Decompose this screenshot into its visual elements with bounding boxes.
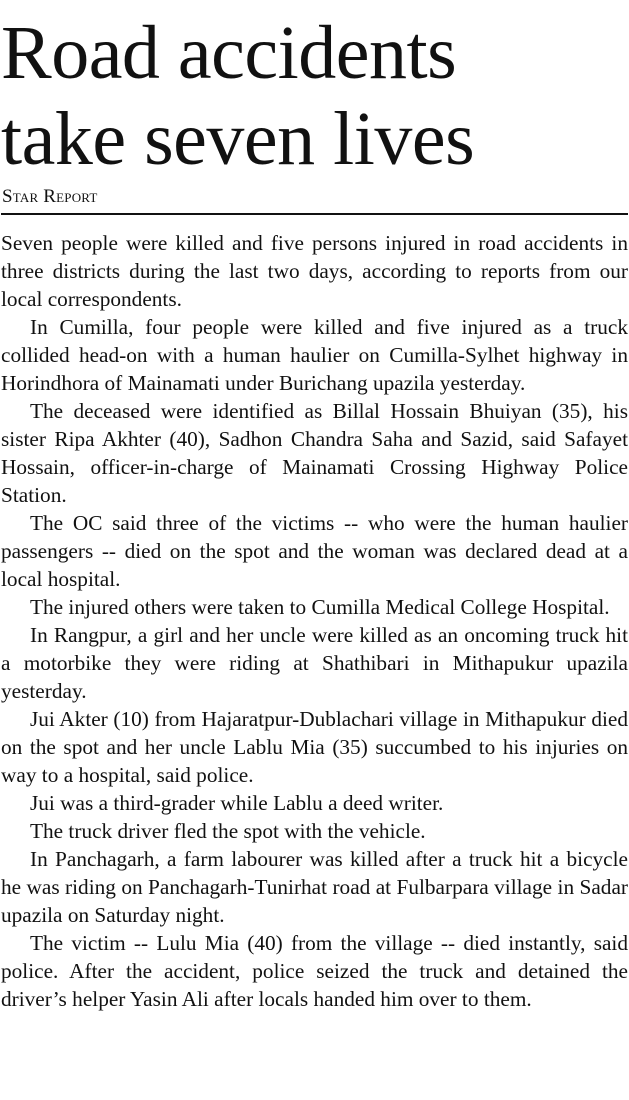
headline	[1, 0, 628, 182]
paragraph-2: In Cumilla, four people were killed and five injured as a truck collided head-on with a human haulier on Cumilla-Sylhet highway in Horindhora of Mainamati under Burichang upazila yesterday.	[1, 315, 628, 395]
paragraph-11: The victim -- Lulu Mia (40) from the village -- died instantly, said police. After the accident, police seized the truck and detained the driver’s helper Yasin Ali after locals handed him over to them.	[1, 931, 628, 1011]
paragraph-8: Jui was a third-grader while Lablu a deed writer.	[30, 791, 444, 815]
paragraph-5: The injured others were taken to Cumilla Medical College Hospital.	[30, 595, 610, 619]
paragraph-4: The OC said three of the victims -- who were the human haulier passengers -- died on the spot and the woman was declared dead at a local hospital.	[1, 511, 628, 591]
paragraph-6: In Rangpur, a girl and her uncle were killed as an oncoming truck hit a motorbike they were riding at Shathibari in Mithapukur upazila yesterday.	[1, 623, 628, 703]
article-body	[1, 229, 628, 1013]
headline-line-2: take seven lives	[1, 97, 475, 181]
paragraph-9: The truck driver fled the spot with the vehicle.	[30, 819, 426, 843]
paragraph-3: The deceased were identified as Billal Hossain Bhuiyan (35), his sister Ripa Akhter (40), Sadhon Chandra Saha and Sazid, said Safayet Hossain, officer-in-charge of Mainamati Crossing Highway Police Station.	[1, 399, 628, 507]
paragraph-7: Jui Akter (10) from Hajaratpur-Dublachari village in Mithapukur died on the spot and her uncle Lablu Mia (35) succumbed to his injuries on way to a hospital, said police.	[1, 707, 628, 787]
divider-rule	[1, 213, 628, 215]
headline-line-1: Road accidents	[1, 11, 457, 95]
paragraph-1: Seven people were killed and five persons injured in road accidents in three districts during the last two days, according to reports from our local correspondents.	[1, 231, 628, 311]
byline: Star Report	[2, 186, 98, 207]
paragraph-10: In Panchagarh, a farm labourer was killed after a truck hit a bicycle he was riding on Panchagarh-Tunirhat road at Fulbarpara village in Sadar upazila on Saturday night.	[1, 847, 628, 927]
